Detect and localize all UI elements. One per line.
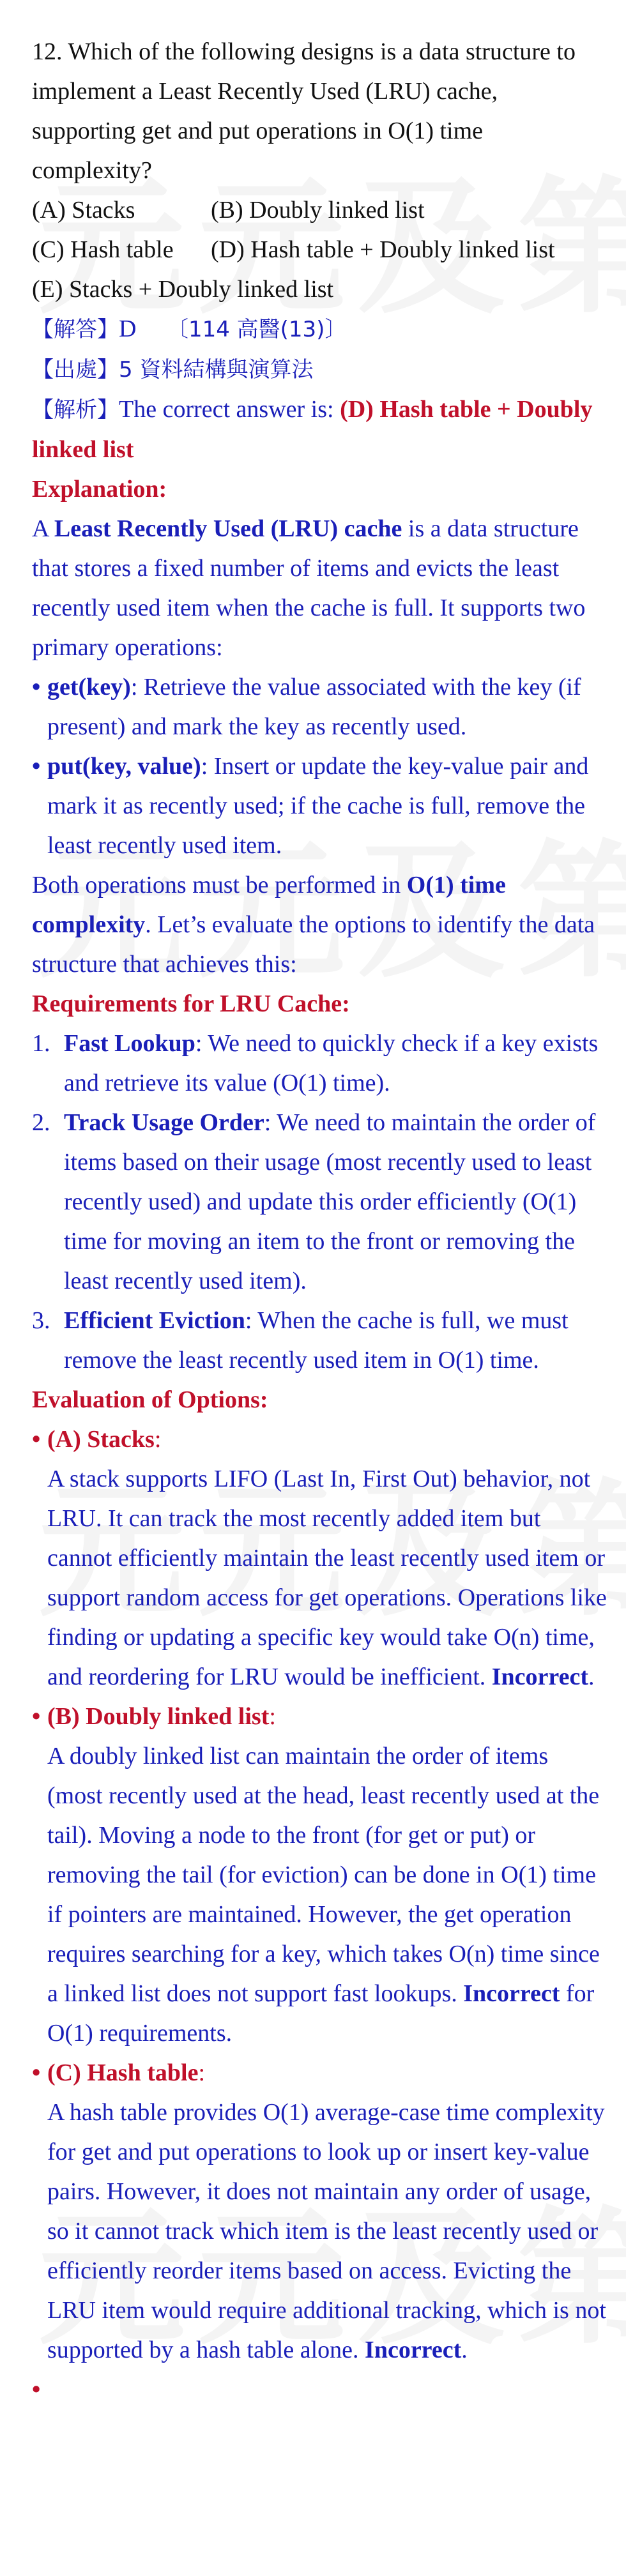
evaluation-item-c: [32, 2053, 607, 2093]
evaluation-title: (B) Doubly linked list: [47, 1703, 270, 1730]
evaluation-title: (C) Hash table: [47, 2059, 199, 2086]
bullet-icon: •: [32, 674, 41, 701]
source-value: 5 資料結構與演算法: [119, 357, 314, 383]
lru-cache-term: Least Recently Used (LRU) cache: [54, 515, 402, 542]
answer-value: D: [119, 315, 137, 342]
evaluation-item-a: [32, 1420, 607, 1459]
text-run: .: [588, 1663, 595, 1690]
requirement-desc: : We need to quickly check if a key exists and retrieve its value (O(1) time).: [64, 1030, 599, 1096]
question-text: 12. Which of the following designs is a data structure to implement a Least Recently Used (LRU) cache, supporting get and put operations in O(1) time complexity?: [32, 38, 576, 184]
answer-label: 【解答】: [32, 317, 119, 342]
bullet-icon: •: [32, 2059, 41, 2086]
requirement-title: Fast Lookup: [64, 1030, 195, 1057]
answer-ref: 〔114 高醫(13)〕: [166, 317, 347, 342]
evaluation-text: A hash table provides O(1) average-case time complexity for get and put operations to look up or insert key-value pairs. However, it does not maintain any order of usage, so it cannot track which item is the least recently used or efficiently reorder items based on access. Evicting the LRU item would require additional tracking, which is not supported by a hash table alone.: [47, 2099, 606, 2363]
complexity-term: O(1) time complexity: [32, 872, 506, 938]
verdict: Incorrect: [365, 2337, 462, 2363]
option-b: (B) Doubly linked list: [211, 197, 425, 224]
text-run: . Let’s evaluate the options to identify the data structure that achieves this:: [32, 911, 595, 978]
evaluation-item-next: [32, 2370, 607, 2409]
colon: :: [154, 1426, 162, 1453]
evaluation-body: [32, 1459, 607, 1697]
colon: :: [269, 1703, 276, 1730]
text-run: .: [461, 2337, 468, 2363]
bullet-icon: •: [32, 1703, 41, 1730]
option-a: (A) Stacks: [32, 197, 135, 224]
verdict: Incorrect: [463, 1980, 560, 2007]
operation-desc: : Insert or update the key-value pair and mark it as recently used; if the cache is full, remove the least recently used item.: [47, 753, 589, 859]
colon: :: [198, 2059, 206, 2086]
operation-name: put(key, value): [47, 753, 201, 780]
option-c: (C) Hash table: [32, 236, 174, 263]
operation-desc: : Retrieve the value associated with the key (if present) and mark the key as recently used.: [47, 674, 581, 740]
requirement-item: [32, 1103, 607, 1301]
analysis-highlight: (D) Hash table + Doubly linked list: [32, 396, 593, 463]
operation-name: get(key): [47, 674, 131, 701]
text-run: Both operations must be performed in: [32, 872, 407, 898]
requirement-title: Track Usage Order: [64, 1109, 264, 1136]
requirement-number: 2.: [32, 1109, 50, 1136]
evaluation-text: A stack supports LIFO (Last In, First Out) behavior, not LRU. It can track the most recently added item but cannot efficiently maintain the least recently used item or support random access for get operations. Operations like finding or updating a specific key would take O(n) time, and reordering for LRU would be inefficient.: [47, 1466, 607, 1690]
bullet-icon: •: [32, 753, 41, 780]
options-row-1: [32, 190, 607, 230]
evaluation-title: (A) Stacks: [47, 1426, 155, 1453]
evaluation-text: A doubly linked list can maintain the order of items (most recently used at the head, least recently used at the tail). Moving a node to the front (for get or put) or removing the tail (for eviction) can be done in O(1) time if pointers are maintained. However, the get operation requires searching for a key, which takes O(n) time since a linked list does not support fast lookups.: [47, 1743, 600, 2007]
analysis-line: [32, 390, 607, 469]
requirement-desc: : We need to maintain the order of items based on their usage (most recently used to least recently used) and update this order efficiently (O(1) time for moving an item to the front or removing the least recently used item).: [64, 1109, 596, 1294]
text-run: is a data structure that stores a fixed number of items and evicts the least recently used item when the cache is full. It supports two primary operations:: [32, 515, 586, 661]
evaluation-heading: Evaluation of Options:: [32, 1386, 268, 1413]
requirements-heading: Requirements for LRU Cache:: [32, 990, 350, 1017]
requirement-number: 1.: [32, 1030, 50, 1057]
operation-item-put: [32, 746, 607, 865]
requirement-item: [32, 1024, 607, 1103]
explanation-paragraph-2: [32, 865, 607, 984]
verdict: Incorrect: [491, 1663, 588, 1690]
evaluation-item-b: [32, 1697, 607, 1736]
evaluation-body: [32, 1736, 607, 2053]
option-e: (E) Stacks + Doubly linked list: [32, 276, 334, 303]
text-run: A: [32, 515, 54, 542]
options-row-2: [32, 230, 607, 269]
evaluation-body: [32, 2093, 607, 2370]
requirement-title: Efficient Eviction: [64, 1307, 245, 1334]
answer-line: [32, 309, 607, 349]
operation-item-get: [32, 667, 607, 746]
analysis-intro: The correct answer is:: [119, 396, 340, 423]
explanation-paragraph-1: [32, 509, 607, 667]
source-label: 【出處】: [32, 357, 119, 383]
requirement-item: [32, 1301, 607, 1380]
bullet-icon: •: [32, 2376, 41, 2403]
bullet-icon: •: [32, 1426, 41, 1453]
document-page: [32, 32, 607, 2409]
source-line: [32, 349, 607, 390]
analysis-label: 【解析】: [32, 397, 119, 423]
option-d: (D) Hash table + Doubly linked list: [211, 236, 555, 263]
explanation-heading: Explanation:: [32, 476, 167, 503]
requirement-number: 3.: [32, 1307, 50, 1334]
text-run: for O(1) requirements.: [47, 1980, 595, 2047]
requirement-desc: : When the cache is full, we must remove the least recently used item in O(1) time.: [64, 1307, 569, 1374]
